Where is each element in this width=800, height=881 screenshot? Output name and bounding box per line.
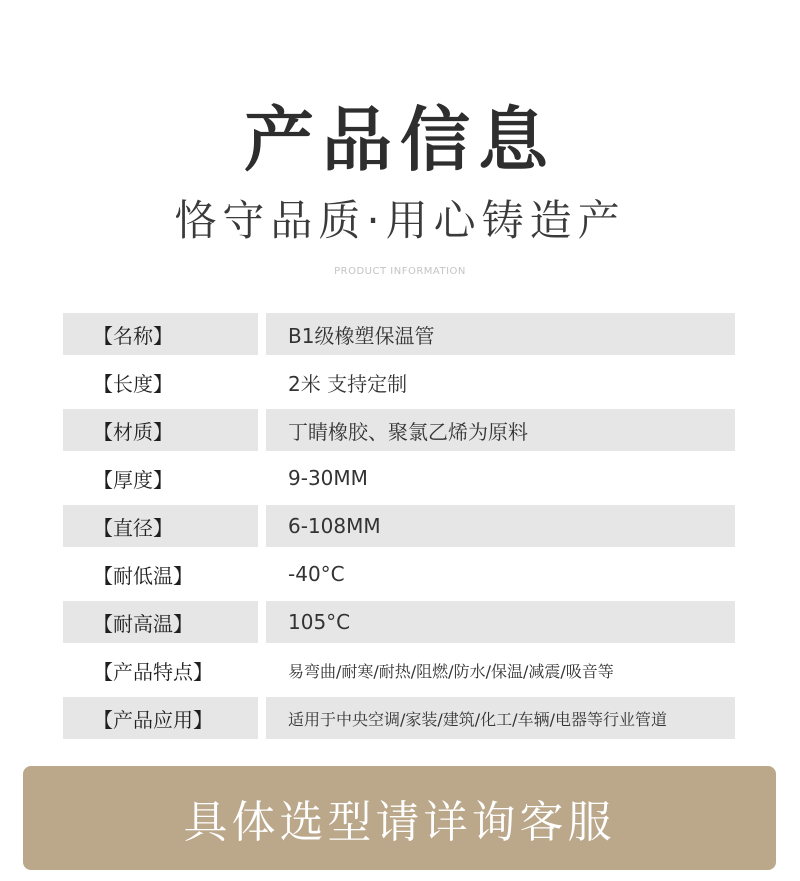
row-value: 适用于中央空调/家装/建筑/化工/车辆/电器等行业管道 [266, 697, 735, 739]
row-label: 【耐高温】 [63, 601, 258, 643]
row-value: 105°C [266, 601, 735, 643]
row-value: 6-108MM [266, 505, 735, 547]
row-value: B1级橡塑保温管 [266, 313, 735, 355]
row-label: 【直径】 [63, 505, 258, 547]
row-value: 易弯曲/耐寒/耐热/阻燃/防水/保温/减震/吸音等 [288, 661, 614, 681]
row-label: 【厚度】 [93, 467, 173, 492]
row-value: 9-30MM [288, 466, 368, 490]
page-title: 产品信息 [244, 99, 556, 181]
table-row [63, 457, 735, 499]
row-label: 【名称】 [63, 313, 258, 355]
table-row [63, 601, 735, 643]
row-label: 【长度】 [93, 371, 173, 396]
row-label: 【产品应用】 [63, 697, 258, 739]
table-row [63, 313, 735, 355]
table-row [63, 409, 735, 451]
row-value: 2米 支持定制 [288, 371, 408, 396]
page-subtitle: 恪守品质·用心铸造产 [174, 196, 626, 245]
table-row [63, 505, 735, 547]
table-row [63, 553, 735, 595]
row-value: -40°C [288, 562, 345, 586]
table-row [63, 697, 735, 739]
row-value: 丁睛橡胶、聚氯乙烯为原料 [266, 409, 735, 451]
row-label: 【产品特点】 [93, 659, 213, 684]
row-label: 【材质】 [63, 409, 258, 451]
table-row [63, 649, 735, 691]
spec-table [63, 313, 735, 745]
table-row [63, 361, 735, 403]
english-caption: PRODUCT INFORMATION [334, 266, 466, 277]
row-label: 【耐低温】 [93, 563, 193, 588]
consult-customer-service-button[interactable]: 具体选型请详询客服 [23, 766, 776, 870]
